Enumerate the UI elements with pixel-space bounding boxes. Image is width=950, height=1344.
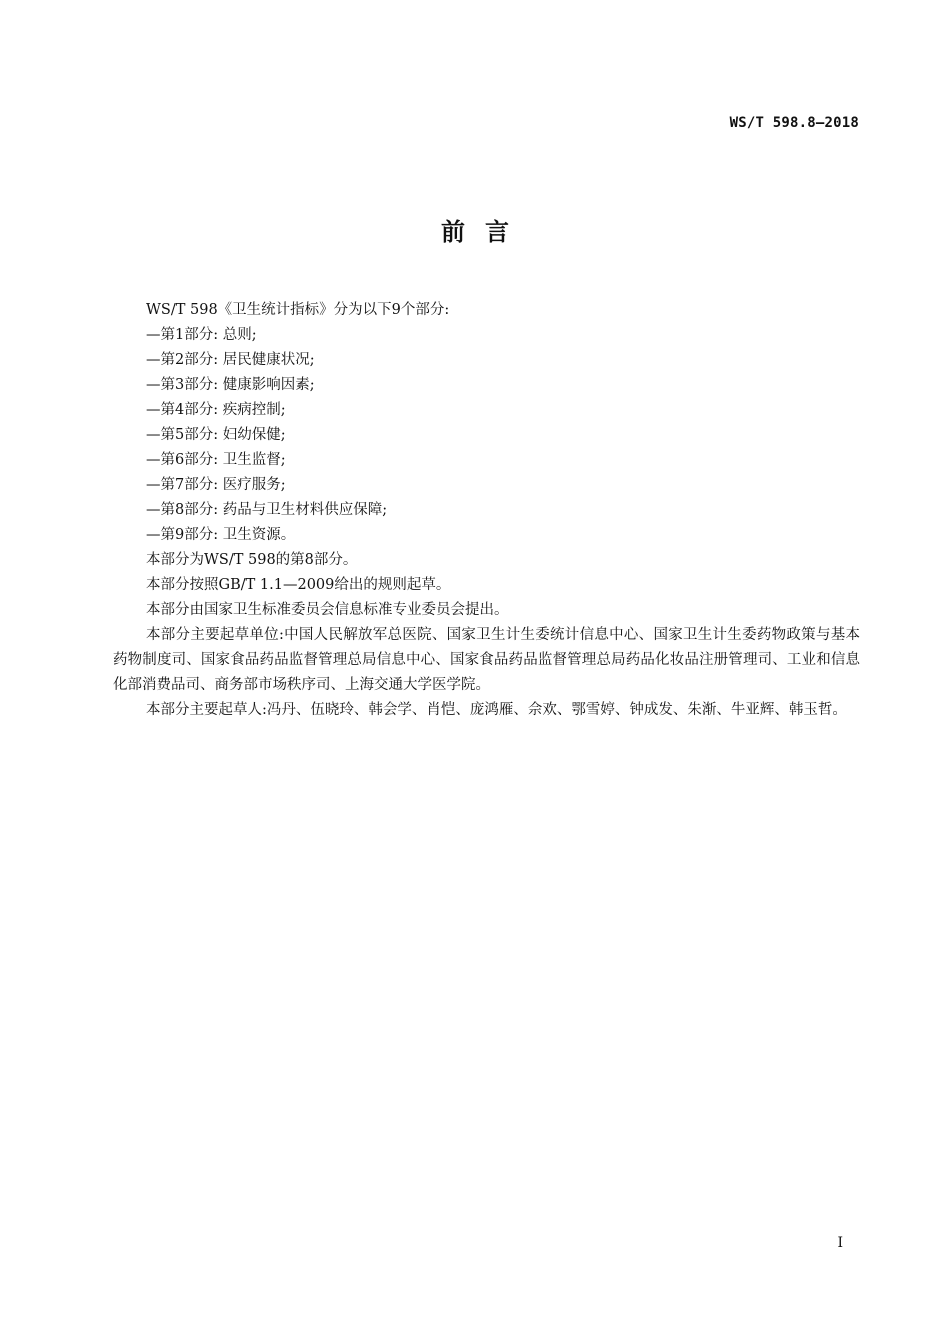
page-number: I (837, 1235, 843, 1251)
this-part-paragraph: 本部分为WS/T 598的第8部分。 (146, 552, 358, 568)
part-list-item: —第1部分: 总则; (146, 327, 257, 343)
part-list-item: —第3部分: 健康影响因素; (146, 377, 315, 393)
part-list-item: —第5部分: 妇幼保健; (146, 427, 286, 443)
page-title: 前言 (441, 218, 529, 246)
part-list-item: —第2部分: 居民健康状况; (146, 352, 315, 368)
drafting-rules-paragraph: 本部分按照GB/T 1.1—2009给出的规则起草。 (146, 577, 451, 593)
drafting-units-paragraph: 本部分主要起草单位:中国人民解放军总医院、国家卫生计生委统计信息中心、国家卫生计生委药物政策与基本药物制度司、国家食品药品监督管理总局信息中心、国家食品药品监督管理总局药品化妆品注册管理司、工业和信息化部消费品司、商务部市场秩序司、上海交通大学医学院。 (113, 627, 860, 693)
part-list-item: —第7部分: 医疗服务; (146, 477, 286, 493)
drafters-paragraph: 本部分主要起草人:冯丹、伍晓玲、韩会学、肖恺、庞鸿雁、佘欢、鄂雪婷、钟成发、朱渐、牛亚辉、韩玉哲。 (146, 702, 847, 718)
foreword-body (113, 298, 860, 723)
proposed-by-paragraph: 本部分由国家卫生标准委员会信息标准专业委员会提出。 (146, 602, 509, 618)
part-list-item: —第4部分: 疾病控制; (146, 402, 286, 418)
document-code: WS/T 598.8—2018 (729, 115, 859, 131)
intro-paragraph: WS/T 598《卫生统计指标》分为以下9个部分: (146, 302, 450, 318)
part-list-item: —第8部分: 药品与卫生材料供应保障; (146, 502, 388, 518)
part-list-item: —第9部分: 卫生资源。 (146, 527, 296, 543)
part-list-item: —第6部分: 卫生监督; (146, 452, 286, 468)
